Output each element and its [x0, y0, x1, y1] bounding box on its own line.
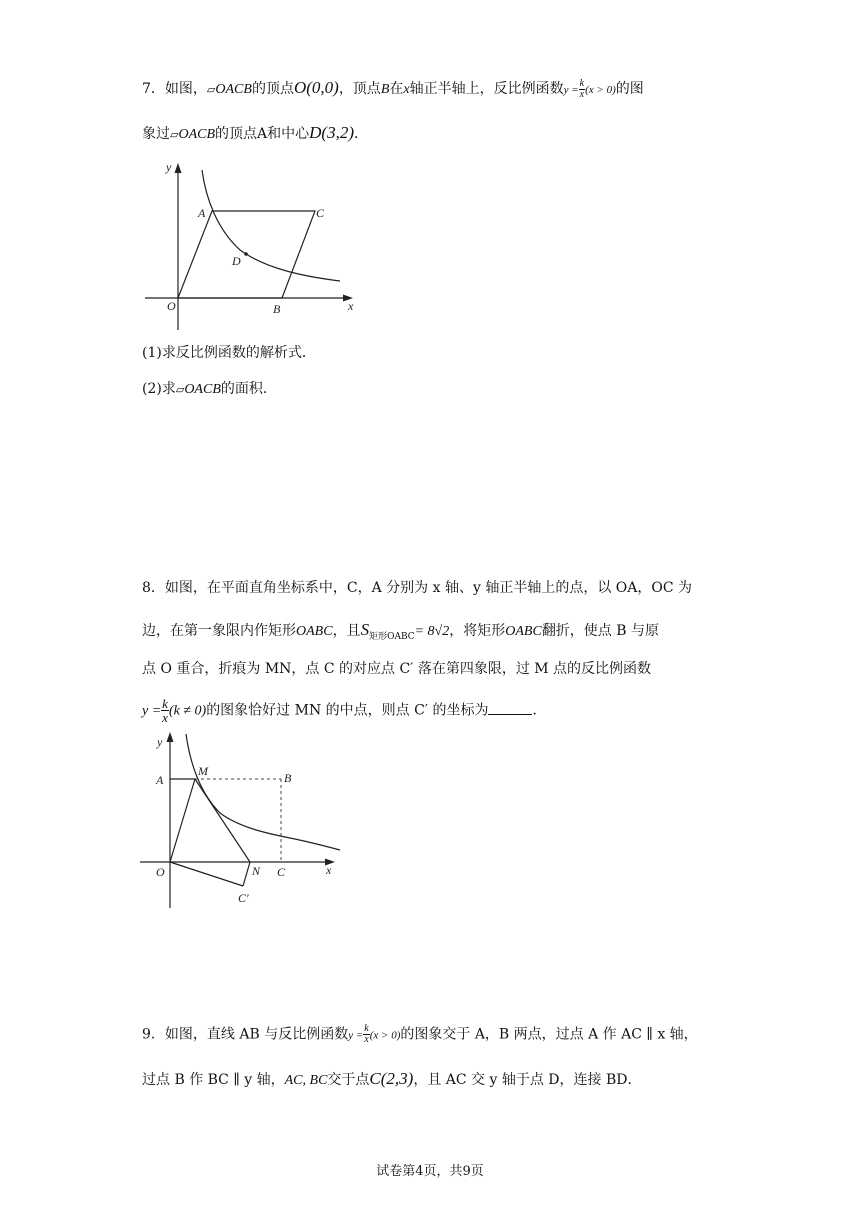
- q8-line4: [142, 697, 546, 724]
- q7-point-d: D(3,2): [309, 123, 355, 142]
- q7-shape-name: OACB: [184, 382, 221, 397]
- q8-label-x: x: [326, 863, 332, 877]
- q7-shape-name: OACB: [215, 82, 252, 97]
- q9-line1: [142, 1024, 698, 1046]
- q7-sub2: [142, 379, 277, 400]
- q7-label-y: y: [166, 160, 172, 174]
- parallelogram-symbol: ▱: [175, 383, 185, 396]
- q7-text: 的图: [615, 81, 644, 97]
- q9-text: 的图象交于 A，B 两点，过点 A 作 AC ∥ x 轴，: [400, 1026, 698, 1043]
- q8-label-o: O: [156, 865, 165, 879]
- q8-line2: [142, 620, 659, 647]
- q9-text: 9．如图，直线 AB 与反比例函数: [142, 1026, 349, 1043]
- q8-shape-name: OABC: [296, 624, 333, 639]
- q8-label-m: M: [198, 764, 208, 778]
- frac-num: k: [162, 696, 168, 711]
- q8-area-s: S: [360, 620, 370, 639]
- q7-condition: (x > 0): [585, 84, 616, 96]
- q7-hyperbola: [202, 170, 340, 281]
- frac-den: x: [162, 710, 168, 725]
- q8-label-y: y: [157, 735, 163, 749]
- q7-shape-name: OACB: [178, 127, 216, 142]
- q8-condition: (k ≠ 0): [168, 703, 207, 719]
- q8-segment-oc-prime: [170, 862, 243, 886]
- q7-text: ，顶点: [338, 81, 381, 97]
- q7-text: 在: [389, 81, 404, 97]
- q8-label-c: C: [277, 865, 286, 879]
- q7-axis-x: x: [403, 82, 410, 97]
- q8-label-n: N: [252, 864, 261, 878]
- q8-text: 边，在第一象限内作矩形: [142, 623, 296, 639]
- q8-segment-om: [170, 779, 195, 862]
- frac-den: x: [364, 1034, 369, 1045]
- q8-text: ，将矩形: [449, 623, 506, 639]
- q9-condition: (x > 0): [369, 1029, 401, 1042]
- q8-text: ，且: [332, 623, 361, 639]
- q7-label-b: B: [273, 302, 281, 316]
- q7-figure: [140, 155, 370, 335]
- q8-text: 的图象恰好过 MN 的中点，则点 C′ 的坐标为: [206, 702, 489, 719]
- frac-num: k: [364, 1023, 369, 1034]
- q9-text: 过点 B 作 BC ∥ y 轴，: [142, 1072, 285, 1088]
- q8-fraction: [161, 697, 169, 724]
- q9-segments: AC, BC: [284, 1073, 328, 1088]
- q7-text: 的顶点: [251, 81, 294, 97]
- q8-line3: 点 O 重合，折痕为 MN，点 C 的对应点 C′ 落在第四象限，过 M 点的反比例函数: [142, 661, 652, 677]
- q7-text: 象过: [142, 126, 170, 142]
- q8-segment-mn: [195, 779, 250, 862]
- parallelogram-symbol: ▱: [170, 128, 179, 141]
- q8-text: 翻折，使点 B 与原: [541, 623, 660, 639]
- answer-blank[interactable]: [488, 702, 532, 715]
- q9-text: 交于点: [327, 1072, 370, 1088]
- q7-point-d-dot: [244, 252, 248, 256]
- q7-label-x: x: [348, 299, 354, 313]
- q7-point-o: O(0,0): [293, 78, 339, 97]
- q8-func: y =: [142, 703, 162, 719]
- q8-area-sub: 矩形OABC: [369, 631, 415, 642]
- q7-y-arrow: [175, 163, 182, 173]
- q7-text: 轴正半轴上，反比例函数: [409, 81, 564, 97]
- q7-func: y =: [563, 84, 579, 96]
- frac-den: x: [579, 88, 585, 100]
- q7-label-d: D: [232, 254, 241, 268]
- q7-text: 的面积．: [220, 381, 277, 397]
- q7-text: 7．如图，: [142, 81, 207, 97]
- parallelogram-symbol: ▱: [206, 83, 216, 96]
- q7-line1: [142, 78, 644, 100]
- page-footer: 试卷第4页，共9页: [376, 1164, 484, 1179]
- q8-shape-name: OABC: [505, 624, 542, 639]
- q8-figure: [140, 728, 360, 913]
- q9-point-c: C(2,3): [369, 1069, 414, 1088]
- q9-func: y =: [348, 1029, 364, 1042]
- q7-text: 的顶点A和中心: [215, 126, 310, 142]
- q7-text: ．: [354, 126, 369, 142]
- q7-label-c: C: [316, 206, 325, 220]
- q8-area-value: = 8√2: [414, 624, 450, 639]
- q8-y-arrow: [167, 732, 174, 742]
- q8-label-b: B: [284, 771, 292, 785]
- q9-text: ，且 AC 交 y 轴于点 D，连接 BD．: [413, 1072, 642, 1088]
- q7-point-b: B: [380, 82, 390, 97]
- q8-hyperbola: [186, 734, 340, 850]
- q8-label-a: A: [156, 773, 164, 787]
- q7-sub1: (1)求反比例函数的解析式．: [142, 345, 316, 361]
- q7-line2: [142, 123, 368, 145]
- q8-segment-nc-prime: [243, 862, 250, 886]
- q8-label-c-prime: C′: [238, 891, 249, 905]
- q8-line1: 8．如图，在平面直角坐标系中，C，A 分别为 x 轴、y 轴正半轴上的点，以 OA，OC 为: [142, 580, 693, 596]
- q7-label-a: A: [198, 206, 206, 220]
- q7-label-o: O: [167, 299, 176, 313]
- q9-line2: [142, 1069, 642, 1091]
- frac-num: k: [579, 77, 585, 89]
- q8-text: ．: [532, 702, 547, 719]
- q7-text: (2)求: [142, 381, 176, 397]
